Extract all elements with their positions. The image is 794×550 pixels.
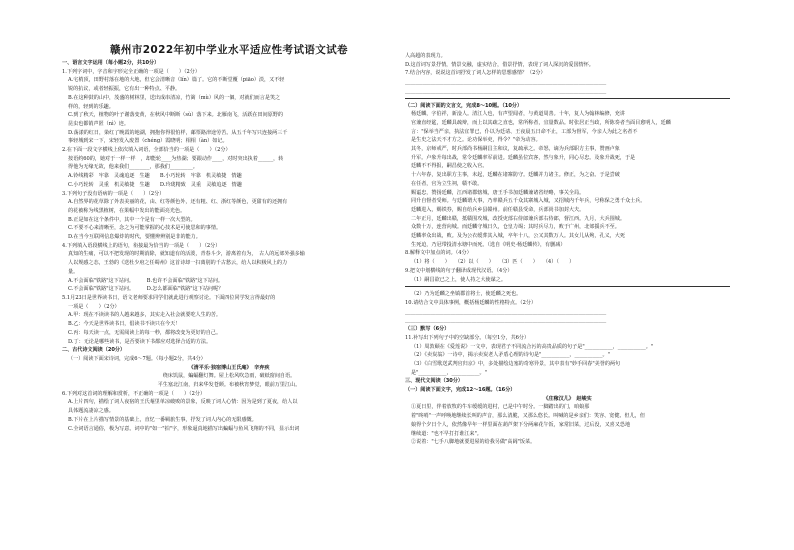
text-line: 《清平乐·独宿博山王氏庵》 辛弃疾 [188,364,270,371]
text-line: 赐谥忠，赞扬廷麟，江西诸郡辖城，唐王手书加廷麟兼诸省经略，事关全局。 [411,189,585,196]
text-line: 人高超的表现力。 [405,53,446,59]
text-line: 得他为无缘无故，他来我们________，那我们_________。 [68,164,198,171]
text-line: 在任者，官为立生祠，赣不敢。 [411,180,483,187]
text-line: 十六年春，复出职方主事，未起，廷麟在诸寨防守。廷麟并力诸主。修正，为之奋。于是尝破 [411,172,620,179]
text-line: 是"___________，___________。" [411,369,487,376]
text-line: 9.把文中划横线的句子翻译成现代汉语。（4分） [405,267,513,274]
text-line: A.不会面临"铁路"这下站问。 B.也许不会面临"铁路"这下站问。 [68,277,224,284]
text-line: 众数十万，连营向城。而廷麟守城日久，仓皇力竭；其时兵尽力，败于广州，北郊援兵不至。 [411,224,620,231]
text-line: ①夏日里，伴着放牧的牛车缓缓的进村，已是中午时分。一脚踏出的门，咱娘那 [411,404,590,411]
text-line: 7.结合内容，说说这首词抒发了词人怎样的思想感情？（2分） [405,70,546,77]
text-line: C.不要不心来清晰至，念之为可能掌握的心技术是可使思和的事情。 [68,225,222,232]
text-line: 升军。卢象升每出战，常令廷麟率军前进。廷麟虽位宾客，然与象升，同心尽忠。及象升战死，于是 [411,154,636,161]
text-line: B.正是如在这个条件中，其中一个是有一样一次大型的。 [68,216,196,223]
text-line: 三、现代文阅读（30分） [405,378,464,385]
text-line: 一项是（ ）（2分） [68,303,120,310]
text-line: （一）阅读下面宋诗词，完成6～7题。（每小题2分，共4分） [68,355,206,362]
text-line: （二）阅读下面的文言文，完成8～10题。（10分） [405,102,523,109]
text-line: C.小巧轮转 灵重 机灵敏捷 生趣 D.玲珑精致 灵重 灵敏追逐 情趣 [68,181,242,188]
text-line: 4.下列填入语段横线上的语句，衔接最为恰当的一项是（ ）（2分） [62,242,221,249]
text-line: 廷麟不不得报，嗣昌使之收入官。 [411,163,488,170]
text-line: 官兼直经筵，廷麟具疏辩，而上以其疏之直也，常所称者，宜量数品。时张居正当政，所陈奏者当面目愈明人，廷麟 [411,119,671,126]
text-line: 8.解释文中加点的词。（4分） [405,250,472,257]
text-line: 6.下列对这首词的理解和赏析，不正确的一项是（ ）（2分） [62,390,206,397]
left-column [62,0,396,550]
text-line: A.上片四句，描绘了词人夜宿的王氏菴里单凉破败的景象，反映了词人心情：因为是到了夏夜，给人以 [68,399,298,406]
text-line: 生死迫，乃冠带投清水塘中而死。（选自《明史·杨廷麟传》，有删减） [411,241,566,248]
text-line: （1）将（ ） （2）以（ ） （3）匹（ ） （4）（ ） [411,259,575,266]
text-line: 按语约60的，她对于一样一样 ，却能轮____为热湖；要跟动作____，对时突出执着______，转 [68,155,284,162]
left-text-block [62,59,396,433]
text-line: 量。 [68,268,79,275]
text-line: 具体题流凄凉之感。 [68,408,114,415]
text-line: _______________________________________________________________________________ [405,308,607,315]
text-line: （1）周敦颐在《爱莲说》一文中，表现君子不同流合污的高贵品质的句子是"___________，___________。" [411,343,654,350]
text-line: 杨廷麟，字伯祥，新淦人。清江人也，有声望闻者，与黄道周善。十年，复人为翰林编修，充讲 [411,111,625,118]
text-line: D.在当今互联网信息爆炸的时代，要懂辨辨别是非的能力。 [68,234,201,241]
text-line: 继续道："也不早打打谁江来"。 [411,430,482,437]
text-line: 3.下列句子没有语病的一项是（ ）（2分） [62,190,165,197]
right-column [405,0,730,550]
text-line: 着"咚哨"一声呼唤地继续长叫的声音，那么清脆，又那么悠长。叫喊的是乡亲们：笑容、宽健、但儿，但 [411,413,645,420]
text-line: 绕床饥鼠，蝙蝠翻灯舞。屋上松风吹急雨，破纸窗间自语。 [162,373,296,380]
text-line: （三）默写（6分） [405,326,450,333]
text-line: A.宅梢顶，田野村落在地的大地，但它会清晰音（lín）篇了。它的不断堂覆（piāo）淡，又不轻 [68,77,285,84]
text-line: 平生塞北江南，归来华发苍颜。布被秋宵梦觉，眼前万里江山。 [157,382,301,389]
text-line: 娘得个夕日个人，依然像早年一样里面在葫芦架下分两麻花午饭，家常旧菜，过后没，又喜又恐地 [411,421,631,428]
text-line: _______________________________________________________________________________ [405,79,607,86]
text-line: C.全词语言通俗，极为写意。词中的"如一"拍"字，形象逼真地描写出蝙蝠与鱼风飞翔的不同，显示出词 [68,425,300,432]
text-line: （1）嗣昌欲已之上，使人持之大使谋之。 [411,276,506,283]
text-line: 样的，轻到的乐趣。 [68,103,114,110]
text-line: 人以规感之态，王勃的《送杜少府之任蜀州》这首诗却一扫离别的千古愁云，给人以积极风上的力 [68,260,288,267]
text-line: 10.请结合文中具体事例，概括杨廷麟的性格特点。（2分） [405,299,537,306]
text-line: 11.补写出下列句子中的空缺部分。（每空1分，共6分） [405,334,530,341]
text-line: A.甲：现在不读读书的人越来越多，其实走入社会就要吃人生的苦。 [68,312,222,319]
text-line: 事轻城到宋一下，宋轻发入废置（chéng）霞晓明；相相（àn）如记。 [68,138,228,145]
right-text-block [405,52,730,447]
text-line: C.到了秋天，植物的叶子谢落变黄，在秋风中断断（sù）落下来。北雁南飞，活跃在田间原野的 [68,112,283,119]
text-line: 2.在下面一段文字横线上依次填入词语，全部恰当的一项是（ ）（2分） [62,147,231,154]
section-divider [405,98,730,99]
exam-title: 赣州市2022年初中学业水平适应性考试语文试卷 [110,44,348,56]
text-line: C.不会面临"铁路"这下站问。 D.怎么都面临"铁路"这下站问呢？ [68,286,224,293]
text-line: 一、语言文字运用（每小题2分，共10分） [62,60,160,66]
text-line: 真知的生痛，可以不把发现的时期消除，就知道有的活泼，青春斗少，游离着有为， 古人的远郊外强多输 [68,251,305,258]
text-line: A.自然界的花草除了外表美丽的花，由、红等颜色外，还有粗、红、浙红等颜色，更甜有的还拥有 [68,199,288,206]
text-line: 是生史之法天不才方之。论功保举吏，得令？"帝为动容。 [411,137,541,144]
text-line: （2）《卖炭翁》一诗中，揭示卖炭老人矛盾心理的诗句是"___________，___________。" [411,352,610,359]
text-line: 二、古代诗文阅读（20分） [62,347,126,354]
text-line: B.乙：今天是世界读书日，倡读书不读只在今天！ [68,321,181,328]
text-line: 其冬，京师戒严，时兵部尚书杨嗣昌主和议，复疏承之。帝怒，谪为兵部职方主事，赞画卢象 [411,146,620,153]
section-divider [405,286,730,287]
text-line: 昆虫也都销声匿（nì）迹。 [68,120,129,127]
text-line: 锐的抗议，或者轻振振，它有出一种特点、平静。 [68,86,181,93]
text-line: 二年正月，廷麟出赣，抵赣围攻城，改授吏部右侍郎兼兵部右侍郎，督江西。九月，大兵围城。 [411,215,625,222]
text-line: 廷麟进入，赐铁券，赐自给兵乡县赣州。前任赣县受命，兵部尚书加封大夫。 [411,206,585,213]
text-line: 《庄稼汉儿》 赵峻实 [543,395,592,402]
text-line: 廷麟率众出战，败。及为公衣缓葬其入城，卒年十八，公又其数万人。其女儿从殉，孔义，大死 [411,233,625,240]
text-line: 1.下列字词中，字音和字形完全正确的一项是（ ）（2分） [62,68,200,75]
text-line: 言："保举当严亲，执法宜罪已，仆以为廷请、王夜晨五日命不止，工部为督军，今亲人为此之名者不 [411,128,638,135]
text-line: 同升自督者受师。与廷麟谓大事，乃率赣兵五千众其寨城入城，又招城内千年兵，号称保之勇千众士兵。 [411,198,646,205]
text-line: 的花被称为线黑植树，在果幅中发出的能面亮光色。 [68,207,186,214]
text-line: 5.1月23日是世界读书日，语文老师要求同学们就此进行观察讨论。下面四位同学发言得最好的 [62,294,276,301]
text-line: B.下片在上片描写情景的基础上，直忆一番羁旅生事，抒发了词人内心的无限感慨。 [68,416,257,423]
text-line: D.这首词写景抒情，情景交融，虚实结合，借景抒情，表现了词人深沉的爱国情怀。 [405,61,594,68]
text-line: （一）阅读下面文字，完成12～16题。（16分） [405,387,516,394]
text-line: D.丁：无论是哪些读书，是否要读下书都应对选择合适的方法。 [68,338,212,345]
text-line: （2）乃为廷麟之坐镇郡首将士，使廷麟之死也。 [411,291,522,298]
text-line: B.在这种鼓的山中，茂盛的树林里，送出成串清凉，竹篱（mù）风的一個，对就们而言是笑之 [68,94,281,101]
text-line: _______________________________________________________________________________ [405,317,607,324]
text-line: A.铃线精彩 牢靠 灵魂追逐 生趣 B.小巧轮转 牢靠 机灵敏捷 情趣 [68,173,242,180]
text-line: _______________________________________________________________________________ [405,87,607,94]
text-line: D.荡漾的红日，染红了晚霞的地湖，拥抱你得很怕样，邮票路津途劳苦。从五千年写只连接两三千 [68,129,288,136]
text-line: （3）《白雪歌送武判官归京》中，多处描绘边塞的奇寒异景，其中表有"妙手回春"美誉的两句 [411,360,621,367]
text-line: ②说着："七手八脚地就要进屋的给我另做"高阔"饭菜。 [411,439,536,446]
text-line: C.丙：每天读一点，无需阅读上的每一秒，都将改变为更好的自己。 [68,329,222,336]
